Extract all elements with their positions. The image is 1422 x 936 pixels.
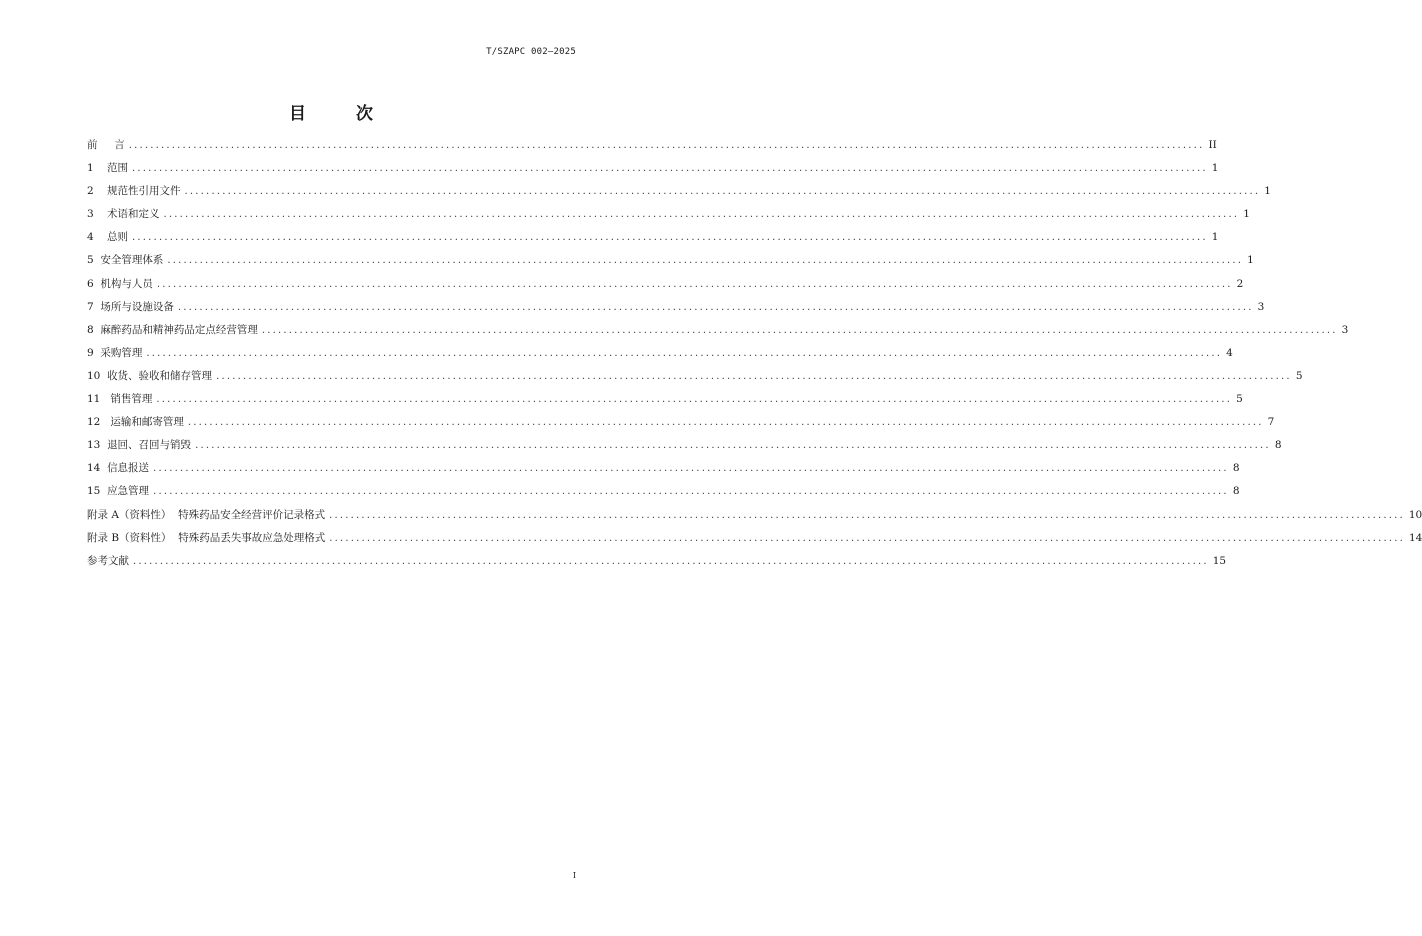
toc-entry[interactable]	[87, 203, 1250, 226]
toc-entry[interactable]	[87, 527, 1422, 550]
toc-entry[interactable]	[87, 157, 1219, 180]
toc-entry-page: 10	[1408, 508, 1422, 521]
toc-entry-title: 总则	[107, 231, 129, 244]
toc-entry-number: 5	[87, 254, 94, 267]
toc-leader-dots: ........................................................................................................................................................................................................	[156, 278, 1233, 290]
toc-entry-number: 13	[87, 439, 101, 452]
toc-entry-title: 收货、验收和储存管理	[107, 369, 213, 382]
toc-entry-title: 言	[114, 139, 125, 151]
toc-leader-dots: ........................................................................................................................................................................................................	[128, 140, 1205, 151]
toc-entry[interactable]	[87, 388, 1243, 411]
standard-code: T/SZAPC 002—2025	[486, 47, 576, 57]
toc-entry[interactable]	[87, 504, 1422, 527]
toc-entry[interactable]	[87, 550, 1227, 573]
toc-entry-number: 2	[87, 185, 94, 198]
toc-leader-dots: ........................................................................................................................................................................................................	[177, 301, 1254, 313]
toc-entry[interactable]	[87, 457, 1240, 480]
toc-entry-number: 参考文献	[87, 554, 129, 567]
toc-entry-number: 9	[87, 346, 94, 359]
toc-entry-page: 7	[1267, 416, 1275, 429]
toc-entry-number: 12	[87, 416, 101, 429]
toc-entry[interactable]	[87, 342, 1233, 365]
toc-entry-title: 范围	[107, 162, 129, 175]
toc-leader-dots: ........................................................................................................................................................................................................	[163, 209, 1240, 221]
toc-leader-dots: ........................................................................................................................................................................................................	[132, 232, 1208, 244]
toc-entry-page: 8	[1232, 462, 1240, 475]
toc-entry-number: 1	[87, 162, 94, 175]
toc-entry-number: 6	[87, 277, 94, 290]
toc-leader-dots: ........................................................................................................................................................................................................	[153, 486, 1229, 498]
toc-entry-page: 1	[1247, 254, 1254, 267]
toc-entry-title: 信息报送	[107, 462, 150, 475]
toc-leader-dots: ........................................................................................................................................................................................................	[261, 324, 1338, 336]
toc-entry-page: 8	[1274, 439, 1282, 452]
toc-entry-number: 4	[87, 231, 94, 244]
toc-entry-number: 8	[87, 323, 94, 336]
toc-entry-page: 1	[1243, 208, 1250, 221]
toc-entry-page: 3	[1257, 300, 1265, 313]
toc-leader-dots: ........................................................................................................................................................................................................	[216, 370, 1292, 382]
toc-entry[interactable]	[87, 365, 1303, 388]
toc-leader-dots: ........................................................................................................................................................................................................	[133, 555, 1209, 567]
toc-entry-title: 特殊药品安全经营评价记录格式	[178, 508, 326, 521]
toc-entry-number: 14	[87, 462, 101, 475]
toc-entry[interactable]	[87, 134, 1217, 157]
toc-entry-number: 7	[87, 300, 94, 313]
toc-entry[interactable]	[87, 411, 1275, 434]
toc-leader-dots: ........................................................................................................................................................................................................	[329, 509, 1405, 521]
page-title: 目 次	[289, 104, 395, 124]
toc-leader-dots: ........................................................................................................................................................................................................	[132, 163, 1208, 175]
toc-entry[interactable]	[87, 273, 1244, 296]
toc-entry[interactable]	[87, 319, 1349, 342]
toc-entry-title: 销售管理	[110, 393, 153, 406]
toc-entry-title: 安全管理体系	[100, 254, 164, 267]
toc-entry-number: 10	[87, 369, 101, 382]
toc-entry-page: 3	[1341, 323, 1349, 336]
toc-entry-page: 5	[1236, 393, 1243, 406]
toc-entry-page: 4	[1226, 346, 1233, 359]
toc-entry-number: 15	[87, 485, 101, 498]
page-number: I	[572, 871, 576, 880]
toc-leader-dots: ........................................................................................................................................................................................................	[184, 186, 1261, 198]
toc-entry-title: 运输和邮寄管理	[110, 416, 184, 429]
toc-entry-page: 8	[1232, 485, 1240, 498]
toc-leader-dots: ........................................................................................................................................................................................................	[195, 440, 1271, 452]
toc-entry-title: 退回、召回与销毁	[107, 439, 192, 452]
toc-entry-page: 15	[1212, 554, 1227, 567]
toc-leader-dots: ........................................................................................................................................................................................................	[146, 347, 1223, 359]
toc-entry-page: 5	[1295, 369, 1303, 382]
toc-entry-title: 特殊药品丢失事故应急处理格式	[178, 531, 326, 544]
toc-entry-page: 1	[1211, 231, 1219, 244]
toc-leader-dots: ........................................................................................................................................................................................................	[153, 463, 1229, 475]
toc-entry-title: 规范性引用文件	[107, 185, 181, 198]
toc-entry-title: 采购管理	[100, 346, 143, 359]
toc-entry-page: II	[1208, 139, 1217, 151]
toc-entry-page: 1	[1211, 162, 1219, 175]
toc-entry-number: 前	[87, 139, 98, 151]
toc-entry-page: 14	[1409, 531, 1422, 544]
toc-leader-dots: ........................................................................................................................................................................................................	[156, 394, 1233, 406]
toc-leader-dots: ........................................................................................................................................................................................................	[167, 255, 1244, 267]
toc-entry-title: 麻醉药品和精神药品定点经营管理	[100, 323, 258, 336]
toc-entry-page: 1	[1264, 185, 1271, 198]
toc-entry[interactable]	[87, 480, 1240, 503]
toc-entry-title: 应急管理	[107, 485, 150, 498]
table-of-contents	[87, 134, 1422, 573]
toc-entry-title: 场所与设施设备	[100, 300, 174, 313]
toc-entry[interactable]	[87, 434, 1282, 457]
toc-entry[interactable]	[87, 180, 1271, 203]
toc-entry-number: 附录 B（资料性）	[87, 531, 172, 544]
toc-entry-title: 术语和定义	[107, 208, 160, 221]
toc-entry-number: 11	[87, 393, 101, 406]
toc-leader-dots: ........................................................................................................................................................................................................	[187, 417, 1264, 429]
toc-entry-number: 附录 A（资料性）	[87, 508, 172, 521]
toc-entry[interactable]	[87, 296, 1265, 319]
toc-leader-dots: ........................................................................................................................................................................................................	[329, 532, 1405, 544]
toc-entry[interactable]	[87, 226, 1219, 249]
toc-entry[interactable]	[87, 249, 1254, 272]
toc-entry-number: 3	[87, 208, 94, 221]
toc-entry-page: 2	[1236, 277, 1244, 290]
toc-entry-title: 机构与人员	[100, 277, 153, 290]
